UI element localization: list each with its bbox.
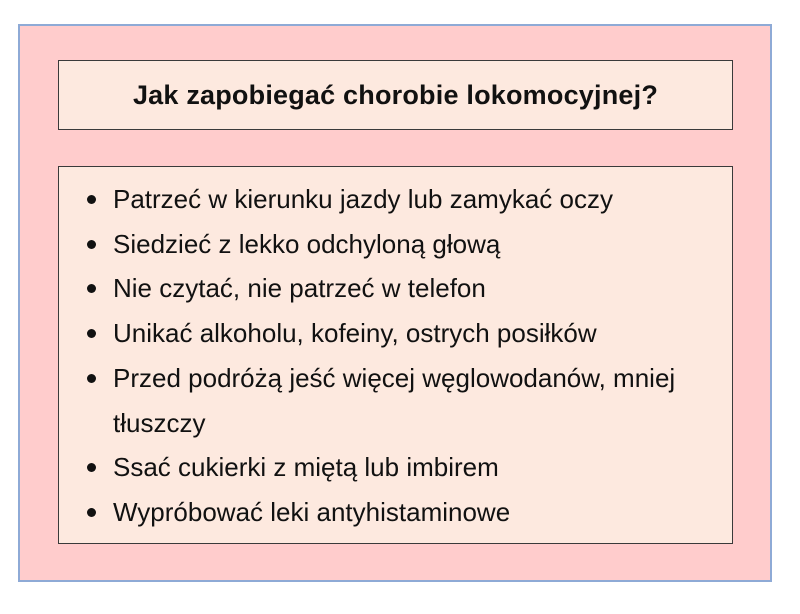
list-item-text: Ssać cukierki z miętą lub imbirem xyxy=(113,452,499,483)
list-item xyxy=(59,222,732,267)
list-item-text: Patrzeć w kierunku jazdy lub zamykać oczy xyxy=(113,184,613,214)
bullet-icon xyxy=(87,240,96,249)
list-item-text: Nie czytać, nie patrzeć w telefon xyxy=(113,273,486,304)
bullet-icon xyxy=(87,374,96,383)
bullet-icon xyxy=(87,284,96,293)
list-item-text: Wypróbować leki antyhistaminowe xyxy=(113,496,511,527)
bullet-icon xyxy=(87,195,96,204)
bullet-icon xyxy=(87,508,96,517)
bullet-icon xyxy=(87,463,96,472)
title-box xyxy=(58,60,733,130)
list-item-text: Przed podróżą jeść więcej węglowodanów, mniej tłuszczy xyxy=(113,362,676,438)
list-item xyxy=(59,445,732,490)
list-item-text: Unikać alkoholu, kofeiny, ostrych posiłków xyxy=(113,318,597,349)
list-item xyxy=(59,311,732,356)
bullet-icon xyxy=(87,329,96,338)
list-item xyxy=(59,356,732,445)
page-title: Jak zapobiegać chorobie lokomocyjnej? xyxy=(132,79,659,110)
list-item xyxy=(59,266,732,311)
list-item xyxy=(59,177,732,222)
list-item-text: Siedzieć z lekko odchyloną głową xyxy=(113,228,501,259)
list-item xyxy=(59,490,732,535)
tips-box xyxy=(58,166,733,544)
tips-list xyxy=(59,177,732,535)
